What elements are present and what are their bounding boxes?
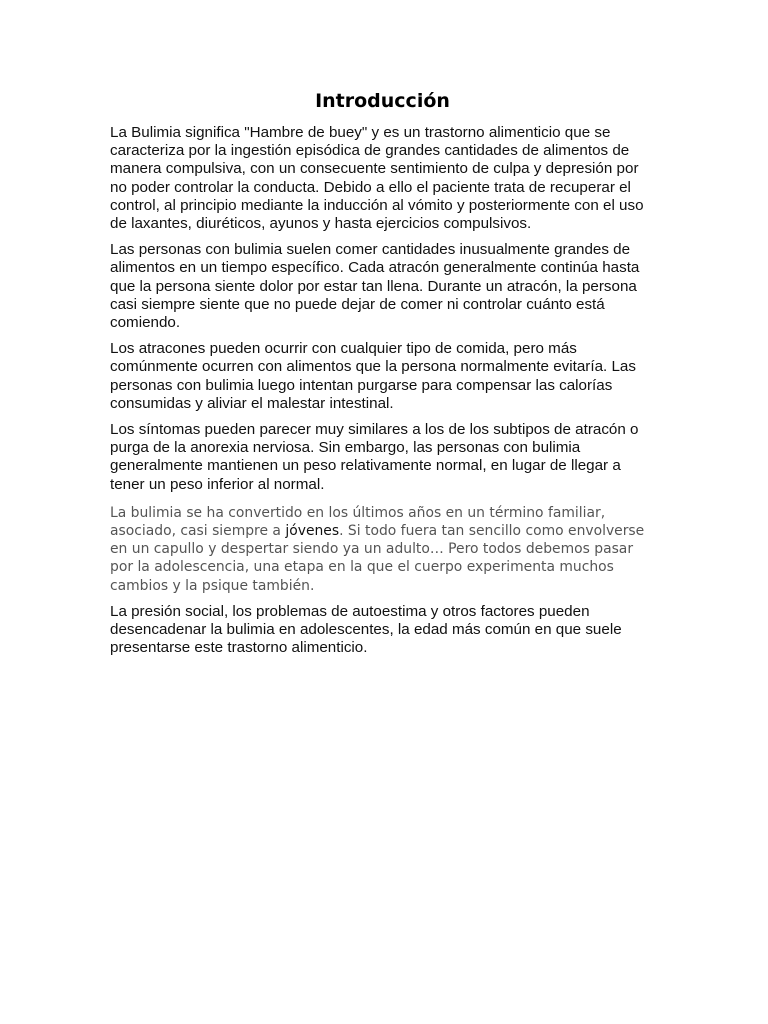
paragraph-definition: La Bulimia significa "Hambre de buey" y es un trastorno alimenticio que se caracteriza por la ingestión episódica de grandes cantidades de alimentos de manera compulsiva, con un consecuente sentimiento de culpa y depresión por no poder controlar la conducta. Debido a ello el paciente trata de recuperar el control, al principio mediante la inducción al vómito y posteriormente con el uso de laxantes, diuréticos, ayunos y hasta ejercicios compulsivos. [110,124,644,233]
document-body [110,88,655,665]
paragraph-binge-description: Las personas con bulimia suelen comer cantidades inusualmente grandes de alimentos en un tiempo específico. Cada atracón generalmente continúa hasta que la persona siente dolor por estar tan llena. Durante un atracón, la persona casi siempre siente que no puede dejar de comer ni controlar cuánto está comiendo. [110,241,640,332]
document-title: Introducción [315,90,450,112]
quote-highlight-word: jóvenes [285,523,340,540]
paragraph-adolescence-quote [110,504,655,595]
paragraph-closing: La presión social, los problemas de autoestima y otros factores pueden desencadenar la bulimia en adolescentes, la edad más común en que suele presentarse este trastorno alimenticio. [110,602,622,657]
quote-text-after: . Si todo fuera tan sencillo como envolverse en un capullo y despertar siendo ya un adulto… Pero todos debemos pasar por la adolescencia, una etapa en la que el cuerpo experimenta muchos cambios y la psique también. [110,523,645,594]
paragraph-symptoms: Los síntomas pueden parecer muy similares a los de los subtipos de atracón o purga de la anorexia nerviosa. Sin embargo, las personas con bulimia generalmente mantienen un peso relativamente normal, en lugar de llegar a tener un peso inferior al normal. [110,421,639,493]
paragraph-binge-foods: Los atracones pueden ocurrir con cualquier tipo de comida, pero más comúnmente ocurren con alimentos que la persona normalmente evitaría. Las personas con bulimia luego intentan purgarse para compensar las calorías consumidas y aliviar el malestar intestinal. [110,340,636,412]
quote-text-before: La bulimia se ha convertido en los últimos años en un término familiar, asociado, casi siempre a [110,504,606,540]
